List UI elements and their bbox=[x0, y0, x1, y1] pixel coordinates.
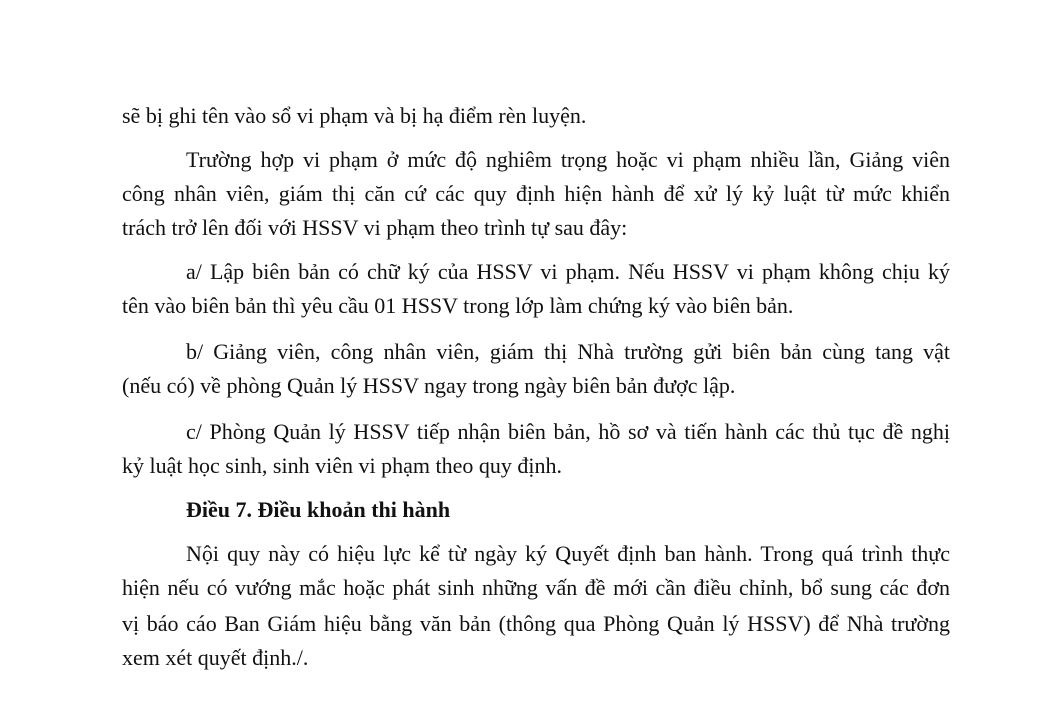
text-line: c/ Phòng Quản lý HSSV tiếp nhận biên bản, hồ sơ và tiến hành các thủ tục đề nghị bbox=[186, 419, 950, 444]
text-line: kỷ luật học sinh, sinh viên vi phạm theo quy định. bbox=[122, 453, 562, 478]
text-line: hiện nếu có vướng mắc hoặc phát sinh những vấn đề mới cần điều chỉnh, bổ sung các đơn bbox=[122, 575, 950, 600]
text-line: xem xét quyết định./. bbox=[122, 645, 309, 670]
text-line: b/ Giảng viên, công nhân viên, giám thị Nhà trường gửi biên bản cùng tang vật bbox=[186, 339, 950, 364]
text-line: a/ Lập biên bản có chữ ký của HSSV vi phạm. Nếu HSSV vi phạm không chịu ký bbox=[186, 259, 950, 284]
article-heading: Điều 7. Điều khoản thi hành bbox=[186, 497, 451, 522]
text-line: vị báo cáo Ban Giám hiệu bằng văn bản (thông qua Phòng Quản lý HSSV) để Nhà trường bbox=[122, 611, 950, 636]
text-line: tên vào biên bản thì yêu cầu 01 HSSV trong lớp làm chứng ký vào biên bản. bbox=[122, 293, 794, 318]
text-line: (nếu có) về phòng Quản lý HSSV ngay trong ngày biên bản được lập. bbox=[122, 373, 736, 398]
text-line: sẽ bị ghi tên vào sổ vi phạm và bị hạ điểm rèn luyện. bbox=[122, 103, 587, 128]
text-line: Nội quy này có hiệu lực kể từ ngày ký Quyết định ban hành. Trong quá trình thực bbox=[186, 541, 950, 566]
text-line: trách trở lên đối với HSSV vi phạm theo trình tự sau đây: bbox=[122, 215, 628, 240]
text-line: công nhân viên, giám thị căn cứ các quy định hiện hành để xử lý kỷ luật từ mức khiển bbox=[122, 181, 950, 206]
text-line: Trường hợp vi phạm ở mức độ nghiêm trọng hoặc vi phạm nhiều lần, Giảng viên bbox=[186, 147, 950, 172]
